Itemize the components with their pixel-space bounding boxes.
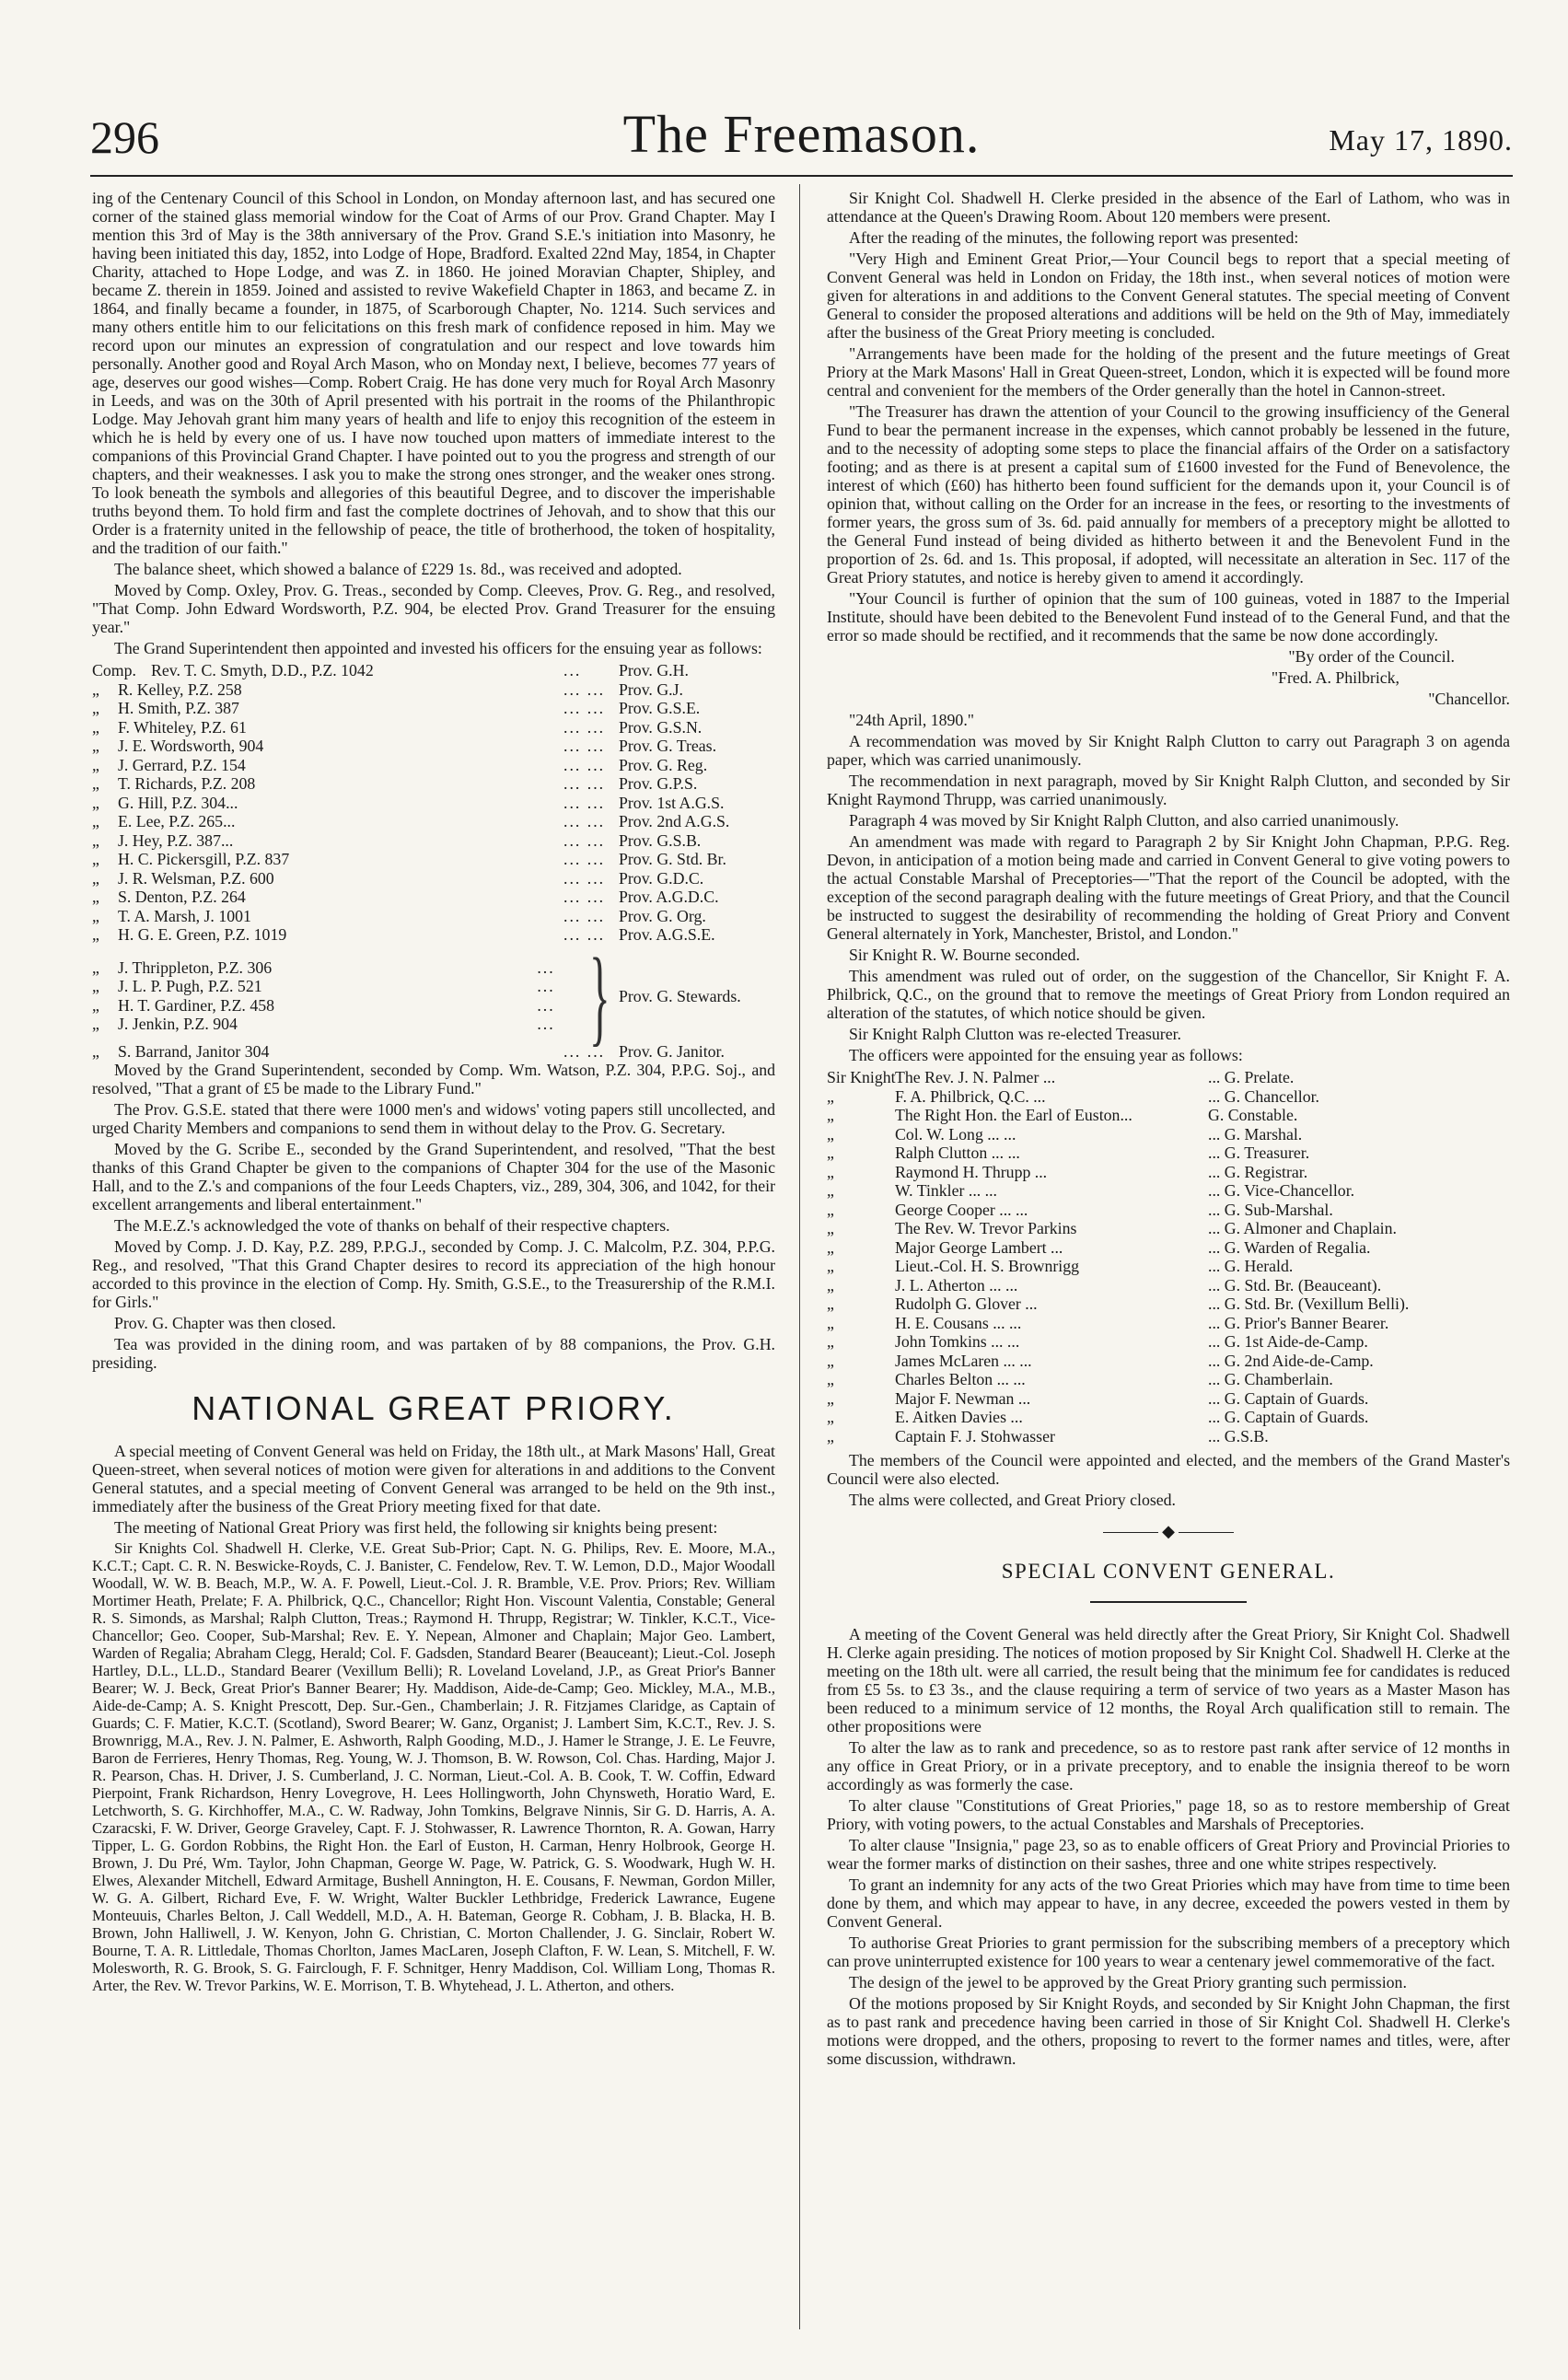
issue-date: May 17, 1890. (1329, 123, 1513, 157)
paragraph: A recommendation was moved by Sir Knight Ralph Clutton to carry out Paragraph 3 on agenda paper, which was carried unanimously. (827, 732, 1510, 769)
ornament-rule: ◆ (827, 1522, 1510, 1540)
paragraph: ing of the Centenary Council of this School in London, on Monday afternoon last, and has secured one corner of the stained glass memorial window for the Coat of Arms of our Prov. Grand Chapter. May I mention this 3rd of May is the 38th anniversary of the Prov. Grand S.E.'s initiation into Masonry, he having been initiated this day, 1852, into Lodge of Hope, Bradford. Exalted 22nd May, 1854, in Chapter Charity, attached to Hope Lodge, and was Z. in 1860. He joined Moravian Chapter, Shipley, and became Z. therein in 1859. Joined and assisted to revive Wakefield Chapter in 1863, and became Z. in 1864, and finally became a founder, in 1875, of Scarborough Chapter, No. 1214. Such services and many others entitle him to our felicitations on this fresh mark of confidence reposed in him. May we record upon our minutes an expression of congratulation and our respect and love towards him personally. Another good and Royal Arch Mason, who on Monday next, I believe, becomes 77 years of age, deserves our good wishes—Comp. Robert Craig. He has done very much for Royal Arch Masonry in Leeds, and was on the 30th of April presented with his portrait in the rooms of the Philanthropic Lodge. May Jehovah grant him many years of health and life to enjoy this recognition of the esteem in which he is held by every one of us. I have now touched upon matters of immediate interest to the companions of this Provincial Grand Chapter. I have pointed out to you the progress and strength of our chapters, and their weaknesses. I ask you to make the strong ones stronger, and the weaker ones strong. To look beneath the symbols and allegories of this beautiful Degree, and to discover the imperishable truths beyond them. To hold firm and fast the complete doctrines of Jehovah, and to show that this our Order is a fraternity united in the fellowship of peace, the title of brotherhood, the token of hospitality, and the tradition of our faith." (92, 189, 775, 557)
paragraph: The M.E.Z.'s acknowledged the vote of thanks on behalf of their respective chapters. (114, 1216, 670, 1235)
section-heading: SPECIAL CONVENT GENERAL. (1001, 1560, 1336, 1583)
signature-line: "Fred. A. Philbrick, (1271, 668, 1400, 687)
signature-line: "By order of the Council. (1288, 647, 1455, 666)
paragraph: Sir Knight Ralph Clutton was re-elected Treasurer. (849, 1025, 1181, 1043)
steward-row: „ H. T. Gardiner, P.Z. 458 ... (92, 995, 555, 1015)
brace: } (589, 935, 611, 1056)
paragraph: To alter clause "Constitutions of Great Priories," page 18, so as to restore membership of Great Priory, with voting powers, to the actual Constables and Marshals of Preceptories. (827, 1796, 1510, 1833)
officer-row: „ R. Kelley, P.Z. 258 ... ... Prov. G.J. (92, 679, 683, 699)
paragraph: To alter clause "Insignia," page 23, so as to enable officers of Great Priory and Provincial Priories to wear the former marks of distinction on their sashes, three and one white stripes respectively. (827, 1836, 1510, 1873)
officer-row: „ John Tomkins ... ... ... G. 1st Aide-de-Camp. (827, 1332, 1368, 1351)
paragraph: Moved by Comp. J. D. Kay, P.Z. 289, P.P.G.J., seconded by Comp. J. C. Malcolm, P.Z. 304, P.P.G. Reg., and resolved, "That this Grand Chapter desires to record its appreciation of the high honour accorded to this province in the election of Comp. Hy. Smith, G.S.E., to the Treasurership of the R.M.I. for Girls." (92, 1237, 775, 1311)
attendees-paragraph: Sir Knights Col. Shadwell H. Clerke, V.E. Great Sub-Prior; Capt. N. G. Philips, Rev. E. Moore, M.A., K.C.T.; Capt. C. R. N. Beswicke-Royds, C. J. Banister, C. Fendelow, Rev. T. W. Lemon, D.D., Major Woodall Woodall, W. W. B. Beach, M.P., W. A. F. Powell, Lieut.-Col. J. R. Bramble, V.E. Prov. Priors; Rev. William Mortimer Heath, Prelate; F. A. Philbrick, Q.C., Chancellor; Right Hon. Viscount Valentia, Constable; General R. S. Simonds, as Marshal; Ralph Clutton, Treas.; Raymond H. Thrupp, Registrar; W. Tinkler, K.C.T., Vice-Chancellor; Geo. Cooper, Sub-Marshal; Rev. E. Y. Nepean, Almoner and Chaplain; Major Geo. Lambert, Warden of Regalia; Abraham Clegg, Herald; Col. F. Gadsden, Standard Bearer (Beauceant); Lieut.-Col. Joseph Hartley, D.L., LL.D., Standard Bearer (Vexillum Belli); R. Loveland Loveland, J.P., as Great Prior's Banner Bearer; W. J. Beck, Great Prior's Banner Bearer; Hy. Maddison, Aide-de-Camp; Geo. Mickley, M.A., M.B., Aide-de-Camp; A. S. Knight Prescott, Dep. Sur.-Gen., Chamberlain; J. R. Fitzjames Claridge, as Captain of Guards; C. F. Matier, K.C.T. (Scotland), Sword Bearer; W. Ganz, Organist; J. Lambert Sim, K.C.T., Rev. J. S. Brownrigg, M.A., Rev. J. N. Palmer, E. Ashworth, Ralph Gooding, M.D., J. Hamer le Strange, J. E. Le Feuvre, Baron de Ferrieres, Henry Thomas, Reg. Young, W. J. Thomson, B. W. Rowson, Col. Chas. Harding, Major J. R. Pearson, Chas. H. Driver, J. S. Cumberland, J. C. Norman, Lieut.-Col. A. B. Cook, T. W. Coffin, Edward Pierpoint, Frank Richardson, Henry Lovegrove, H. Lees Hollingworth, John Chynsweth, Horatio Ward, E. Letchworth, S. G. Kirchhoffer, M.A., C. W. Radway, John Tomkins, Belgrave Ninnis, Sir G. D. Harris, A. A. Czaracski, F. W. Driver, George Graveley, Capt. F. J. Stohwasser, R. Lawrence Thornton, R. A. Gowan, Harry Tipper, L. G. Gordon Robbins, the Right Hon. the Earl of Euston, H. Carman, Henry Holbrook, George H. Brown, J. Du Pré, Wm. Taylor, John Chapman, George W. Page, W. Patrick, G. S. Woodwark, Hugh W. H. Elwes, Alexander Mitchell, Edward Armitage, Bushell Annington, H. E. Cousans, F. Newman, Gordon Miller, W. G. A. Gilbert, Richard Eve, F. W. Wright, Walter Buckler Lethbridge, Frederick Lawrance, Eugene Monteuuis, Charles Belton, J. Call Weddell, M.D., A. H. Bateman, George R. Cobham, J. B. Blacka, H. B. Brown, John Halliwell, J. W. Kenyon, John G. Christian, C. Morton Challender, J. G. Sinclair, Robert W. Bourne, T. A. R. Littledale, Thomas Chorlton, James MacLaren, Joseph Clafton, F. W. Lean, S. Mitchell, F. W. Molesworth, R. G. Brook, S. G. Fairclough, F. F. Schnitger, Henry Maddison, Col. William Long, Thomas R. Arter, the Rev. W. Trevor Parkins, W. E. Morrison, T. B. Whytehead, J. L. Atherton, and others. (92, 1539, 775, 1994)
paragraph: To alter the law as to rank and precedence, so as to restore past rank after service of 12 months in any office in Great Priory, or in a private preceptory, and to enable the insignia thereof to be worn accordingly as was formerly the case. (827, 1738, 1510, 1794)
steward-row: „ J. Jenkin, P.Z. 904 ... (92, 1015, 555, 1033)
paragraph: "24th April, 1890." (849, 711, 975, 729)
officer-row: Sir Knight The Rev. J. N. Palmer ... ... G. Prelate. (827, 1068, 1295, 1086)
officer-row: „ G. Hill, P.Z. 304... ... ... Prov. 1st A.G.S. (92, 793, 725, 812)
officer-row: „ E. Lee, P.Z. 265... ... ... Prov. 2nd A.G.S. (92, 812, 730, 830)
paragraph: The design of the jewel to be approved by the Great Priory granting such permission. (849, 1973, 1407, 1991)
header-rule (90, 175, 1513, 177)
heading-rule (1090, 1601, 1247, 1603)
masthead: The Freemason. (622, 104, 981, 164)
officer-row: „ Charles Belton ... ... ... G. Chamberlain. (827, 1370, 1333, 1388)
paragraph: The members of the Council were appointed and elected, and the members of the Grand Master's Council were also elected. (827, 1451, 1510, 1488)
paragraph: The balance sheet, which showed a balance of £229 1s. 8d., was received and adopted. (114, 560, 682, 578)
officer-row: „ T. Richards, P.Z. 208 ... ... Prov. G.P.S. (92, 774, 698, 793)
paragraph: The Prov. G.S.E. stated that there were 1000 men's and widows' voting papers still uncollected, and urged Charity Members and companions to send them in without delay to the Prov. G. Secretary. (92, 1100, 775, 1137)
officer-row: „ S. Barrand, Janitor 304 ... ... Prov. G. Janitor. (92, 1041, 725, 1061)
officer-row: „ J. Hey, P.Z. 387... ... ... Prov. G.S.B. (92, 830, 702, 850)
officer-row: „ Major George Lambert ... ... G. Warden of Regalia. (827, 1237, 1371, 1257)
paragraph: To authorise Great Priories to grant permission for the subscribing members of a preceptory which can prove uninterrupted existence for 100 years to wear a centenary jewel commemorative of the fact. (827, 1933, 1510, 1970)
officer-row: „ Rudolph G. Glover ... ... G. Std. Br. (Vexillum Belli). (827, 1294, 1410, 1313)
signature-line: "Chancellor. (1428, 690, 1510, 708)
officer-row: „ J. L. Atherton ... ... ... G. Std. Br. (Beauceant). (827, 1275, 1382, 1294)
officer-row: „ E. Aitken Davies ... ... G. Captain of Guards. (827, 1408, 1369, 1426)
paragraph: "Very High and Eminent Great Prior,—Your Council begs to report that a special meeting of Convent General was held in London on Friday, the 18th inst., when several notices of motion were given for alterations in and additions to the Convent General statutes. The special meeting of Convent General to consider the proposed alterations and additions will be held on the 9th of May, immediately after the business of the Great Priory meeting is concluded. (827, 250, 1510, 342)
paragraph: Moved by the Grand Superintendent, seconded by Comp. Wm. Watson, P.Z. 304, P.P.G. Soj., and resolved, "That a grant of £5 be made to the Library Fund." (92, 1061, 775, 1097)
column-divider (799, 184, 800, 2329)
officer-row: „ Captain F. J. Stohwasser ... G.S.B. (827, 1426, 1269, 1445)
officer-row: „ W. Tinkler ... ... ... G. Vice-Chancellor. (827, 1181, 1355, 1200)
paragraph: This amendment was ruled out of order, on the suggestion of the Chancellor, Sir Knight F. A. Philbrick, Q.C., on the ground that to remove the meetings of Great Priory from London required an alteration of the statutes, of which notice should be given. (827, 967, 1510, 1022)
paragraph: Moved by the G. Scribe E., seconded by the Grand Superintendent, and resolved, "That the best thanks of this Grand Chapter be given to the companions of Chapter 304 for the use of the Masonic Hall, and to the Z.'s and companions of the four Leeds Chapters, viz., 289, 304, 306, and 1042, for their excellent arrangements and liberal entertainment." (92, 1140, 775, 1213)
officer-row: „ Ralph Clutton ... ... ... G. Treasurer. (827, 1144, 1310, 1162)
officer-row: „ J. R. Welsman, P.Z. 600 ... ... Prov. G.D.C. (92, 868, 704, 888)
paragraph: Tea was provided in the dining room, and was partaken of by 88 companions, the Prov. G.H. presiding. (92, 1335, 775, 1372)
paragraph: The alms were collected, and Great Priory closed. (849, 1491, 1176, 1509)
officer-row: „ H. E. Cousans ... ... ... G. Prior's Banner Bearer. (827, 1313, 1389, 1332)
officer-row: „ Lieut.-Col. H. S. Brownrigg ... G. Herald. (827, 1257, 1294, 1275)
steward-row: „ J. L. P. Pugh, P.Z. 521 ... (92, 977, 555, 995)
officer-row: „ J. E. Wordsworth, 904 ... ... Prov. G. Treas. (92, 737, 717, 755)
officer-row: „ Major F. Newman ... ... G. Captain of Guards. (827, 1388, 1369, 1408)
right-column (827, 189, 1510, 2071)
paragraph: The Grand Superintendent then appointed and invested his officers for the ensuing year as follows: (114, 639, 762, 657)
officer-row: Comp. Rev. T. C. Smyth, D.D., P.Z. 1042 ... Prov. G.H. (92, 661, 689, 679)
officer-row: „ James McLaren ... ... ... G. 2nd Aide-de-Camp. (827, 1351, 1374, 1370)
steward-row: „ J. Thrippleton, P.Z. 306 ... (92, 958, 555, 977)
officer-row: „ The Rev. W. Trevor Parkins ... G. Almoner and Chaplain. (827, 1219, 1397, 1237)
paragraph: "The Treasurer has drawn the attention of your Council to the growing insufficiency of the General Fund to bear the permanent increase in the expenses, which cannot probably be lessened in the future, and to the necessity of adopting some steps to place the financial affairs of the Order on a satisfactory footing; and as there is at present a capital sum of £1600 invested for the Fund of Benevolence, the interest of which (£60) has hitherto been found sufficient for the demands upon it, your Council is of opinion that, without calling on the Order for an increase in the fees, or resorting to the investments of former years, the gross sum of 3s. 6d. paid annually for members of a preceptory might be allotted to the General Fund instead of being divided as hitherto between it and the Benevolent Fund in the proportion of 2s. 6d. and 1s. This proposal, if adopted, will necessitate an alteration in Sec. 117 of the Great Priory statutes, and notice is hereby given to amend it accordingly. (827, 402, 1510, 586)
officer-row: „ Raymond H. Thrupp ... ... G. Registrar. (827, 1162, 1308, 1181)
paragraph: Of the motions proposed by Sir Knight Royds, and seconded by Sir Knight John Chapman, the first as to past rank and precedence having been carried in those of Sir Knight Col. Shadwell H. Clerke's motions were dropped, and the others, proposing to revert to the former names and titles, were, after some discussion, withdrawn. (827, 1994, 1510, 2068)
paragraph: The officers were appointed for the ensuing year as follows: (849, 1046, 1243, 1064)
officer-row: „ H. Smith, P.Z. 387 ... ... Prov. G.S.E. (92, 699, 701, 717)
page-header (90, 103, 1513, 177)
paragraph: A special meeting of Convent General was held on Friday, the 18th ult., at Mark Masons' Hall, Great Queen-street, when several notices of motion were given for alterations in and additions to the Convent General statutes, and a special meeting of Convent General was arranged to be held on the 9th inst., immediately after the business of the Great Priory meeting fixed for that date. (92, 1442, 775, 1515)
paragraph: The meeting of National Great Priory was first held, the following sir knights being present: (114, 1518, 718, 1537)
paragraph: Sir Knight R. W. Bourne seconded. (849, 946, 1080, 964)
officer-row: „ H. G. E. Green, P.Z. 1019 ... ... Prov. A.G.S.E. (92, 925, 715, 944)
officer-row: „ S. Denton, P.Z. 264 ... ... Prov. A.G.D.C. (92, 888, 719, 906)
page-number: 296 (90, 111, 159, 163)
officer-row: „ T. A. Marsh, J. 1001 ... ... Prov. G. Org. (92, 906, 706, 925)
paragraph: A meeting of the Covent General was held directly after the Great Priory, Sir Knight Col. Shadwell H. Clerke again presiding. The notices of motion proposed by Sir Knight Col. Shadwell H. Clerke at the meeting on the 18th ult. were all carried, the result being that the minimum fee for candidates is reduced from £5 5s. to £3 3s., and the clause requiring a term of service of two years as a Master Mason has been reduced to a minimum service of 12 months, the Royal Arch qualification still to remain. The other propositions were (827, 1625, 1510, 1736)
paragraph: "Your Council is further of opinion that the sum of 100 guineas, voted in 1887 to the Imperial Institute, should have been debited to the Benevolent Fund instead of to the General Fund, and that the error so made should be rectified, and it recommends that the same be now done accordingly. (827, 589, 1510, 644)
paragraph: An amendment was made with regard to Paragraph 2 by Sir Knight John Chapman, P.P.G. Reg. Devon, in anticipation of a motion being made and carried in Convent General to give voting powers to the actual Constable Marshal of Preceptories—"That the report of the Council be adopted, with the exception of the second paragraph dealing with the future meetings of Great Priory, and that the Council be instructed to suggest the desirability of recommending the holding of Great Priory and Convent General alternately in York, Manchester, Bristol, and London." (827, 832, 1510, 943)
paragraph: To grant an indemnity for any acts of the two Great Priories which may have from time to time been done by them, and which may appear to have, in any decree, exceeded the powers vested in them by Convent General. (827, 1875, 1510, 1931)
officer-row: „ Col. W. Long ... ... ... G. Marshal. (827, 1124, 1303, 1144)
officer-row: „ J. Gerrard, P.Z. 154 ... ... Prov. G. Reg. (92, 755, 708, 774)
paragraph: Sir Knight Col. Shadwell H. Clerke presided in the absence of the Earl of Lathom, who was in attendance at the Queen's Drawing Room. About 120 members were present. (827, 189, 1510, 226)
left-column (92, 189, 775, 1997)
stewards-office: Prov. G. Stewards. (619, 986, 741, 1005)
officer-row: „ H. C. Pickersgill, P.Z. 837 ... ... Prov. G. Std. Br. (92, 850, 726, 868)
officer-row: „ The Right Hon. the Earl of Euston... G. Constable. (827, 1106, 1298, 1124)
paragraph: Prov. G. Chapter was then closed. (114, 1314, 336, 1332)
paragraph: "Arrangements have been made for the holding of the present and the future meetings of Great Priory at the Mark Masons' Hall in Great Queen-street, London, which it is expected will be found more central and convenient for the members of the Order generally than the hotel in Cannon-street. (827, 344, 1510, 400)
provincial-officers-list (92, 661, 775, 945)
paragraph: The recommendation in next paragraph, moved by Sir Knight Ralph Clutton, and seconded by Sir Knight Raymond Thrupp, was carried unanimously. (827, 772, 1510, 808)
great-priory-officers-list (827, 1068, 1510, 1445)
officer-row: „ George Cooper ... ... ... G. Sub-Marshal. (827, 1200, 1333, 1219)
section-heading: NATIONAL GREAT PRIORY. (192, 1389, 676, 1427)
paragraph: Paragraph 4 was moved by Sir Knight Ralph Clutton, and also carried unanimously. (849, 811, 1400, 830)
officer-row: „ F. Whiteley, P.Z. 61 ... ... Prov. G.S.N. (92, 717, 703, 737)
paragraph: After the reading of the minutes, the following report was presented: (849, 228, 1299, 247)
paragraph: Moved by Comp. Oxley, Prov. G. Treas., seconded by Comp. Cleeves, Prov. G. Reg., and resolved, "That Comp. John Edward Wordsworth, P.Z. 904, be elected Prov. Grand Treasurer for the ensuing year." (92, 581, 775, 636)
officer-row: „ F. A. Philbrick, Q.C. ... ... G. Chancellor. (827, 1086, 1319, 1106)
